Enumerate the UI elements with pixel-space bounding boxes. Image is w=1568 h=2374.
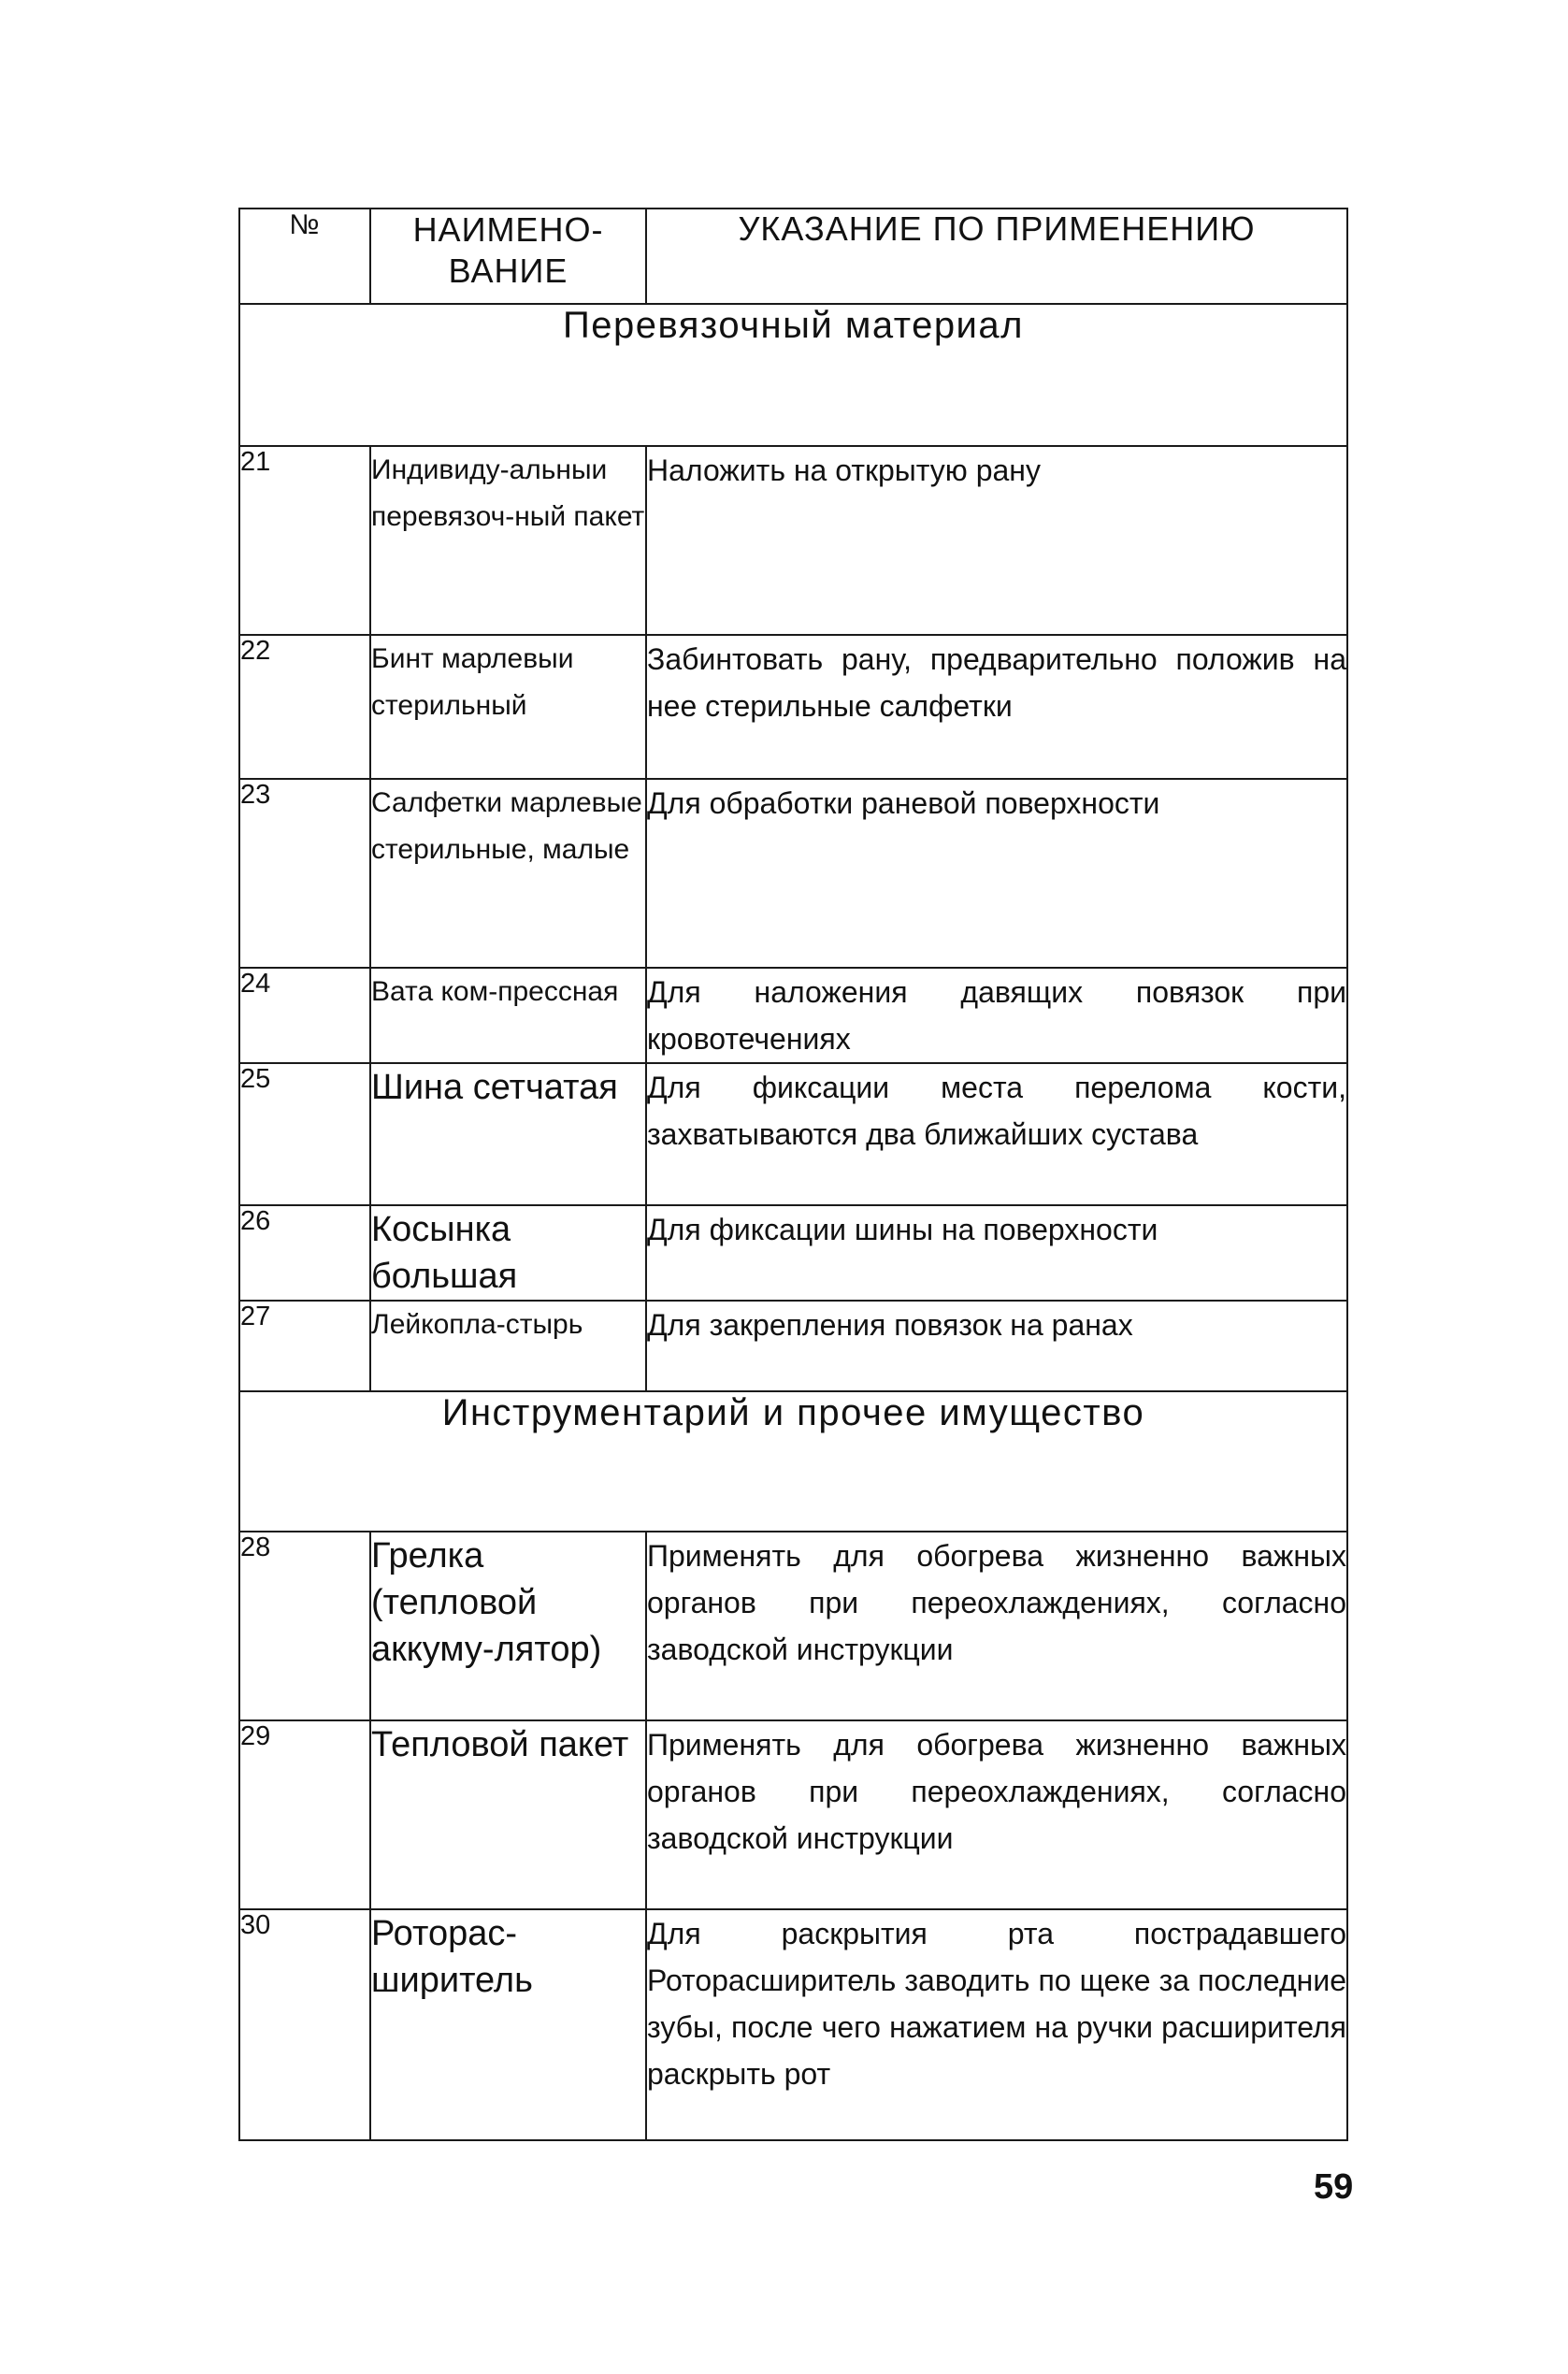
row-number: 21 xyxy=(239,446,370,635)
row-number: 27 xyxy=(239,1301,370,1391)
table-row xyxy=(239,446,1347,635)
table-row xyxy=(239,1205,1347,1301)
row-name: Лейкопла-стырь xyxy=(370,1301,646,1391)
section-title: Перевязочный материал xyxy=(239,304,1347,446)
row-instruction: Наложить на открытую рану xyxy=(646,446,1347,635)
table-row xyxy=(239,1909,1347,2140)
row-number: 30 xyxy=(239,1909,370,2140)
row-instruction: Применять для обогрева жизненно важных органов при переохлаждениях, согласно заводской инструкции xyxy=(646,1720,1347,1909)
row-name: Роторас-ширитель xyxy=(370,1909,646,2140)
row-name: Бинт марлевыи стерильный xyxy=(370,635,646,779)
table-row xyxy=(239,1301,1347,1391)
row-number: 26 xyxy=(239,1205,370,1301)
section-title: Инструментарий и прочее имущество xyxy=(239,1391,1347,1532)
row-name: Индивиду-альныи перевязоч-ный пакет xyxy=(370,446,646,635)
row-number: 22 xyxy=(239,635,370,779)
row-instruction: Для раскрытия рта пострадавшего Роторасширитель заводить по щеке за последние зубы, после чего нажатием на ручки расширителя раскрыть рот xyxy=(646,1909,1347,2140)
table-header-row xyxy=(239,209,1347,304)
row-instruction: Для фиксации места перелома кости, захватываются два ближайших сустава xyxy=(646,1063,1347,1205)
row-instruction: Для закрепления повязок на ранах xyxy=(646,1301,1347,1391)
table-row xyxy=(239,1720,1347,1909)
header-name: НАИМЕНО-ВАНИЕ xyxy=(370,209,646,304)
section-row xyxy=(239,304,1347,446)
row-name: Шина сетчатая xyxy=(370,1063,646,1205)
row-instruction: Для фиксации шины на поверхности xyxy=(646,1205,1347,1301)
row-name: Вата ком-прессная xyxy=(370,968,646,1063)
row-name: Грелка (тепловой аккуму-лятор) xyxy=(370,1532,646,1720)
page-number: 59 xyxy=(1314,2167,1354,2207)
table-row xyxy=(239,779,1347,968)
row-number: 24 xyxy=(239,968,370,1063)
row-instruction: Забинтовать рану, предварительно положив на нее стерильные салфетки xyxy=(646,635,1347,779)
row-instruction: Применять для обогрева жизненно важных органов при переохлаждениях, согласно заводской инструкции xyxy=(646,1532,1347,1720)
table-row xyxy=(239,635,1347,779)
row-instruction: Для обработки раневой поверхности xyxy=(646,779,1347,968)
section-row xyxy=(239,1391,1347,1532)
row-name: Косынка большая xyxy=(370,1205,646,1301)
row-number: 28 xyxy=(239,1532,370,1720)
row-name: Тепловой пакет xyxy=(370,1720,646,1909)
header-number: № xyxy=(239,209,370,304)
header-instruction: УКАЗАНИЕ ПО ПРИМЕНЕНИЮ xyxy=(646,209,1347,304)
table-row xyxy=(239,968,1347,1063)
row-number: 23 xyxy=(239,779,370,968)
row-instruction: Для наложения давящих повязок при кровотечениях xyxy=(646,968,1347,1063)
row-name: Салфетки марлевые стерильные, малые xyxy=(370,779,646,968)
table-row xyxy=(239,1532,1347,1720)
row-number: 25 xyxy=(239,1063,370,1205)
table-row xyxy=(239,1063,1347,1205)
equipment-table xyxy=(238,208,1348,2141)
row-number: 29 xyxy=(239,1720,370,1909)
